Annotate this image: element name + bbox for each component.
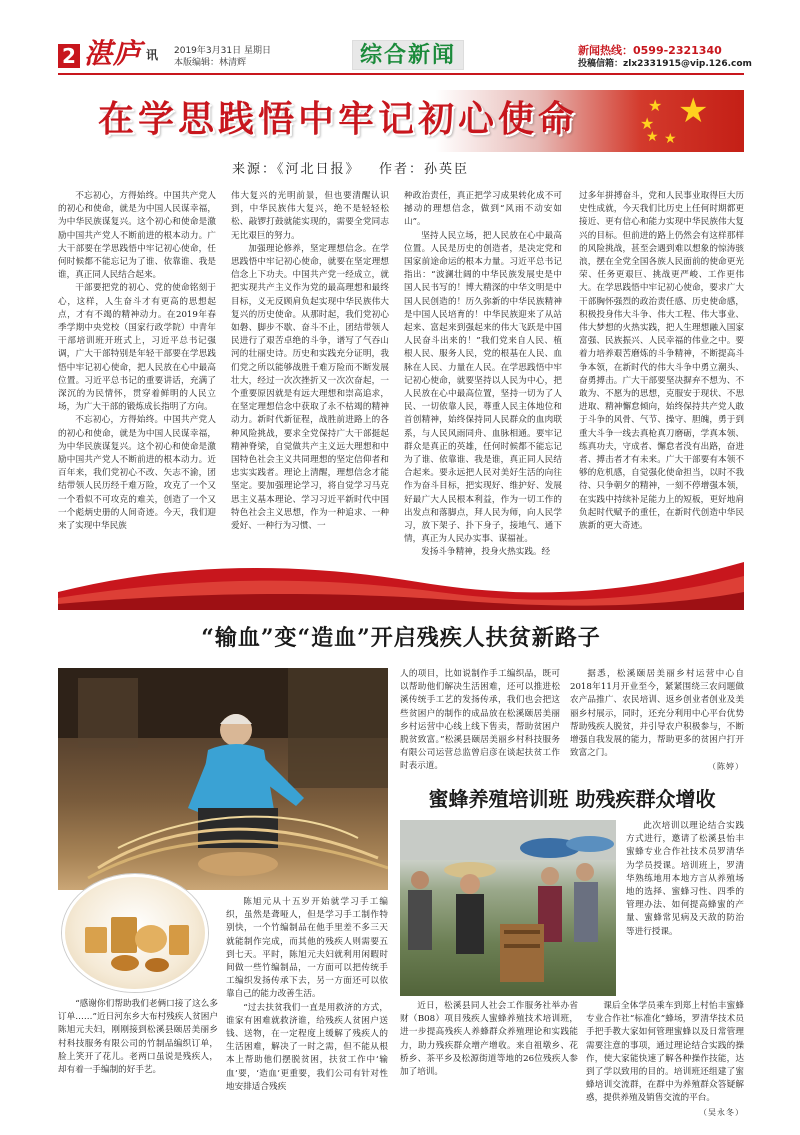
paragraph: 近日，松溪县同人社会工作服务社举办省财（B08）项目残疾人蜜蜂养殖技术培训班，进一步提高残疾人养蜂群众养殖理论和实践能力，助力残疾群众增产增收。来自祖墩乡、花桥乡、茶平乡及松源街道等地的26位残疾人参加了培训。: [400, 1001, 578, 1078]
article3-body-right: [626, 820, 744, 996]
paragraph: 种政治责任，真正把学习成果转化成不可撼动的理想信念，做到“风雨不动安如山”。: [404, 191, 562, 228]
weaver-photo: [58, 668, 388, 890]
mail-address: zlx2331915@vip.126.com: [623, 59, 752, 69]
bee-training-photo: [400, 820, 616, 996]
article1-column-1: [58, 190, 216, 562]
hotline-number: 0599-2321340: [633, 44, 722, 57]
article2-lead: [58, 998, 218, 1098]
news-hotline: [578, 44, 722, 57]
article2-body-col4: [570, 668, 744, 776]
paper-name: 湛庐: [84, 37, 143, 70]
elderly-weaver-image: [58, 668, 388, 890]
paragraph: 课后全体学员乘车到郑上村怡丰蜜蜂专业合作社“标准化”蜂场，罗清华技术员手把手教大家如何管理蜜蜂以及日常管理需要注意的事项，通过理论结合实践的操作，使大家能快速了解各种操作技能，达到了学以致用的目的。培训班还组建了蜜蜂培训交流群，在群中为养殖群众答疑解惑，提供养殖及销售交流的平台。: [586, 1001, 744, 1104]
bamboo-baskets-image: [65, 877, 205, 989]
paragraph: 不忘初心，方得始终。中国共产党人的初心和使命，就是为中国人民谋幸福，为中华民族谋复兴。这个初心和使命是激励中国共产党人不断前进的根本动力。近百年来，我们党初心不改、矢志不渝，团结带领人民历经千难万险，攻克了一个又一个看似不可攻克的难关，创造了一个又一个彪炳史册的人间奇迹。今天，我们迎来了实现中华民族: [58, 415, 216, 532]
paragraph: 坚持人民立场，把人民放在心中最高位置。人民是历史的创造者，是决定党和国家前途命运的根本力量。习近平总书记指出：“波澜壮阔的中华民族发展史是中国人民书写的！博大精深的中华文明是中国人民创造的！历久弥新的中华民族精神是中国人民培育的！中华民族迎来了从站起来、富起来到强起来的伟大飞跃是中国人民奋斗出来的！”我们党来自人民、植根人民、服务人民，党的根基在人民、血脉在人民、力量在人民。在学思践悟中牢记初心使命，就要坚持以人民为中心，把人民放在心中最高位置，坚持一切为了人民、一切依靠人民，尊重人民主体地位和首创精神，始终保持同人民群众的血肉联系，与人民风雨同舟、血脉相通。要牢记群众是真正的英雄，任何时候都不能忘记为了谁、依靠谁、我是谁，真正同人民结合起来。要永远把人民对美好生活的向往作为奋斗目标，把实现好、维护好、发展好最广大人民根本利益，作为一切工作的出发点和落脚点，拜人民为师，向人民学习，放下架子、扑下身子，接地气、通下情，真正为人民办实事、谋福祉。: [404, 230, 562, 545]
masthead-divider: [58, 73, 744, 75]
paragraph: 伟大复兴的光明前景，但也要清醒认识到，中华民族伟大复兴，绝不是轻轻松松、敲锣打鼓就能实现的，需要全党同志无比艰巨的努力。: [231, 191, 389, 241]
submission-mail: [578, 58, 752, 71]
article2-title: “输血”变“造血”开启残疾人扶贫新路子: [201, 625, 601, 651]
paragraph: 据悉，松溪颐居美丽乡村运营中心自2018年11月开业至今，紧紧围绕三农问题做农产品推广、农民培训、返乡创业者创业及美丽乡村展示，同时，还充分利用中心平台优势帮助残疾人脱贫，并引导农户积极参与，不断增强自我发展的能力，帮助更多的贫困户打开致富之门。: [570, 669, 744, 759]
article3-author: （吴永冬）: [699, 1107, 744, 1117]
byline-source-label: 来源：: [232, 162, 278, 177]
paragraph: 过多年拼搏奋斗，党和人民事业取得巨大历史性成就，今天我们比历史上任何时期都更接近、更有信心和能力实现中华民族伟大复兴的目标。但前进的路上仍然会有这样那样的风险挑战，甚至会遇到难以想象的惊涛骇浪，摆在全党全国各族人民面前的使命更光荣、任务更艰巨、挑战更严峻、工作更伟大。在学思践悟中牢记初心使命，要求广大干部胸怀强烈的政治责任感、历史使命感，积极投身伟大斗争、伟大工程、伟大事业、伟大梦想的火热实践，把人生理想融入国家富强、民族振兴、人民幸福的伟业之中。要着力培养艰苦磨炼的斗争精神，不断提高斗争本领，在新时代的伟大斗争中勇立潮头、奋勇搏击。广大干部要坚决摒弃不想为、不敢为、不愿为的思想，克服安于现状、不思进取、精神懈怠倾向，始终保持共产党人敢于斗争的风骨、气节、操守、胆魄，勇于到重大斗争一线去真枪真刀磨砺，学真本领、练真功夫，守成者、懈怠者没有出路，奋进者、搏击者才有未来。广大干部要有本领不够的危机感，自觉强化使命担当，以时不我待、只争朝夕的精神，一刻不停增强本领，在实践中持续补足能力上的短板，更好地肩负起时代赋予的重任，在新时代创造中华民族新的更大奇迹。: [579, 191, 744, 532]
section-title: 综合新闻: [352, 40, 464, 70]
article1-banner: [58, 90, 744, 152]
byline-source: 《河北日报》: [277, 162, 361, 177]
decorative-wave-footer: [58, 540, 744, 610]
paragraph: 发扬斗争精神，投身火热实践。经: [421, 547, 551, 558]
byline-author: 孙英臣: [423, 162, 469, 177]
paper-suffix: 讯: [146, 48, 159, 62]
article3-title: 蜜蜂养殖培训班 助残疾群众增收: [428, 787, 716, 811]
article1-column-2: [231, 190, 389, 562]
issue-editor: 本版编辑：林清辉: [174, 58, 247, 68]
five-stars-icon: ★ ★ ★ ★ ★: [640, 91, 709, 147]
article2-author: （陈婷）: [708, 762, 744, 772]
article2-body-mid: [226, 896, 388, 1126]
article1-title: 在学思践悟中牢记初心使命: [98, 99, 579, 140]
hotline-label: 新闻热线：: [578, 44, 633, 57]
masthead: [0, 0, 800, 82]
paragraph: “感谢你们帮助我们老俩口接了这么多订单……”近日河东乡大布村残疾人贫困户陈旭元夫妇，刚刚接到松溪县颐居美丽乡村科技服务有限公司的竹制品编织订单，脸上笑开了花儿。老两口虽说是残疾人，却有着一手编制的好手艺。: [58, 999, 218, 1076]
paragraph: 加强理论修养，坚定理想信念。在学思践悟中牢记初心使命，就要在坚定理想信念上下功夫。中国共产党一经成立，就把实现共产主义作为党的最高理想和最终目标，义无反顾肩负起实现中华民族伟大复兴的历史使命。从那时起，我们党初心如磐、脚步不歇、奋斗不止，团结带领人民进行了艰苦卓绝的斗争，谱写了气吞山河的壮丽史诗。历史和实践充分证明，我们党之所以能够战胜千难万险而不断发展壮大，经过一次次挫折又一次次奋起，一个重要原因就是有远大理想和崇高追求，在坚定理想信念中获取了永不枯竭的精神动力。新时代新征程，战胜前进路上的各种风险挑战，要求全党保持广大干部挺起精神脊梁，自觉做共产主义远大理想和中国特色社会主义共同理想的坚定信仰者和忠实实践者。理论上清醒，理想信念才能坚定。要加强理论学习，将自觉学习马克思主义基本理论、学习习近平新时代中国特色社会主义思想，作为一种追求、一种爱好、一种行为习惯、一: [231, 243, 389, 532]
article3-body-bottom-right: [586, 1000, 744, 1126]
page-number: 2: [58, 44, 80, 68]
paragraph: 陈旭元从十五岁开始就学习手工编织，虽然是聋哑人，但是学习手工制作特别快，一个竹编制品在他手里差不多三天就能制作完成，而其他的残疾人则需要五到七天。平时，陈旭元夫妇就利用闲暇时间做一些竹编制品，一方面可以把传统手工编织发扬传承下去，另一方面还可以依靠自己的能力改善生活。: [226, 897, 388, 1000]
article2-body-col3: [400, 668, 560, 776]
article1-byline: [232, 162, 469, 178]
bee-training-image: [400, 820, 616, 996]
paragraph: 不忘初心，方得始终。中国共产党人的初心和使命，就是为中国人民谋幸福，为中华民族谋复兴。这个初心和使命是激励中国共产党人不断前进的根本动力。广大干部要在学思践悟中牢记初心使命，任何时候都不能忘记为了谁、依靠谁、我是谁，真正同人民结合起来。: [58, 191, 216, 281]
mail-label: 投稿信箱：: [578, 59, 624, 69]
article1-column-4: [579, 190, 744, 570]
issue-date: 2019年3月31日 星期日: [174, 46, 271, 56]
wave-ribbon-icon: [58, 552, 744, 610]
paragraph: 人的项目，比如说制作手工编织品，既可以帮助他们解决生活困难，还可以推进松溪传统手工艺的发扬传承，我们也会把这些贫困户的制作的成品放在松溪颐居美丽乡村运营中心线上线下售卖，帮助贫困户脱贫致富。”松溪县颐居美丽乡村科技服务有限公司运营总监曾启彦在谈起扶贫工作时表示道。: [400, 669, 560, 772]
byline-author-label: 作者：: [378, 162, 424, 177]
bamboo-products-photo: [62, 874, 208, 992]
paragraph: “过去扶贫我们一直是用救济的方式，谁家有困难就救济谁，给残疾人贫困户送钱、送物，在一定程度上缓解了残疾人的生活困难，解决了一时之需，但不能从根本上帮助他们摆脱贫困，扶贫工作中‘输血’要，‘造血’更重要，我们公司有针对性地安排适合残疾: [226, 1002, 388, 1092]
paragraph: 此次培训以理论结合实践方式进行，邀请了松溪县怡丰蜜蜂专业合作社技术员罗清华为学员授课。培训班上，罗清华熟练地用本地方言从养殖场地的选择、蜜蜂习性、四季的管理办法、如何提高蜂蜜的产量、蜜蜂常见病及天敌的防治等进行授课。: [626, 821, 744, 937]
paragraph: 干部要把党的初心、党的使命铭刻于心，这样，人生奋斗才有更高的思想起点，才有不竭的精神动力。在2019年春季学期中央党校（国家行政学院）中青年干部培训班开班式上，习近平总书记强调，广大干部特别是年轻干部要在学思践悟中牢记初心使命，把人民放在心中最高位置。习近平总书记的重要讲话，充满了深沉的为民情怀，贯穿着鲜明的人民立场，为广大干部的锻炼成长指明了方向。: [58, 283, 216, 413]
article1-column-3: [404, 190, 562, 562]
article3-body-left: [400, 1000, 578, 1126]
